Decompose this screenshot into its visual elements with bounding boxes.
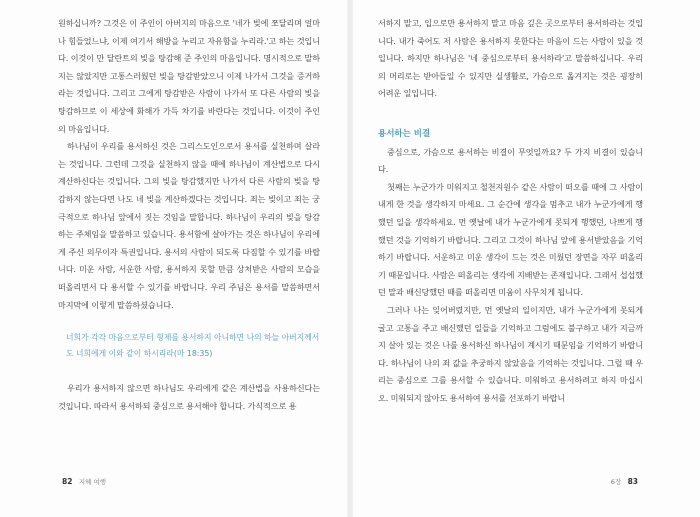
right-paragraph-2: 중심으로, 가슴으로 용서하는 비결이 무엇일까요? 두 가지 비결이 있습니다. — [378, 146, 643, 175]
chapter-label: 6장 — [610, 478, 622, 486]
left-page-number: 82 — [62, 477, 73, 486]
right-page-body — [378, 15, 643, 407]
left-page-body — [58, 15, 320, 415]
right-paragraph-1: 서하지 말고, 입으로만 용서하지 말고 마음 깊은 곳으로부터 용서하라는 것입니다. 내가 죽어도 저 사람은 용서하지 못한다는 마음이 드는 사람이 있을 것입니다. 하지만 하나님은 '네 중심으로부터 용서하라'고 말씀하십니다. 우리의 머리로는 받아들일 수 있지만 실생활로, 가슴으로 옮겨지는 것은 굉장히 어려운 일입니다. — [378, 18, 643, 99]
left-paragraph-3: 우리가 용서하지 않으면 하나님도 우리에게 같은 계산법을 사용하신다는 것입니다. 따라서 용서하되 중심으로 용서해야 합니다. 가식적으로 용 — [58, 383, 320, 411]
right-page-number: 83 — [627, 477, 638, 486]
scripture-quote: 너희가 각각 마음으로부터 형제를 용서하지 아니하면 나의 하늘 아버지께서도 너희에게 이와 같이 하시리라(마 18:35) — [66, 333, 320, 359]
right-page — [350, 0, 700, 517]
right-paragraph-4: 그러나 나는 잊어버렸지만, 먼 옛날의 일이지만, 내가 누군가에게 못되게 굴고 고통을 주고 배신했던 일들을 기억하고 그럼에도 불구하고 내가 지금까지 살아 있는 것은 나를 용서하신 하나님이 계시기 때문임을 기억하기 바랍니다. 하나님이 나의 죄 값을 추궁하지 않았음을 기억하는 것입니다. 그럴 때 우리는 중심으로 그를 용서할 수 있습니다. 미워하고 용서하려고 하지 마십시오. 미워되지 않아도 용서하여 용서를 선포하기 바랍니 — [378, 304, 643, 403]
section-heading: 용서하는 비결 — [378, 128, 431, 139]
left-paragraph-2: 하나님이 우리를 용서하신 것은 그리스도인으로서 용서를 실천하며 살라는 것입니다. 그런데 그것을 실천하지 않을 때에 하나님이 계산법으로 다시 계산하신다는 것입니다. 그의 빚을 탕감했지만 나가서 다른 사람의 빚을 탕감하지 않는다면 나도 네 빚을 계산하겠다는 것입니다. 죄는 빚이고 죄는 궁극적으로 하나님 앞에서 짓는 것임을 말합니다. 하나님이 우리의 빚을 탕감하는 주체임을 말씀하고 있습니다. 용서함에 살아가는 것은 하나님이 우리에게 주신 의무이자 특권입니다. 용서의 사람이 되도록 다짐할 수 있기를 바랍니다. 미운 사람, 서운한 사람, 용서하지 못할 만큼 상처받은 사람의 모습을 떠올리면서 다 용서할 수 있기를 바랍니다. 우리 주님은 용서를 말씀하면서 마지막에 이렇게 말씀하셨습니다. — [58, 141, 320, 310]
book-title: 지혜 여행 — [78, 478, 107, 486]
right-paragraph-3: 첫째는 누군가가 미워지고 철천지원수 같은 사람이 떠오를 때에 그 사람이 내게 한 것을 생각하지 마세요. 그 순간에 생각을 멈추고 내가 누군가에게 행했던 일을 생각하세요. 먼 옛날에 내가 누군가에게 못되게 행했던, 나쁘게 행했던 것을 기억하기 바랍니다. 그리고 그것이 하나님 앞에 용서받았음을 기억하기 바랍니다. 서운하고 미운 생각이 드는 것은 미웠던 장면을 자꾸 떠올리기 때문입니다. 사람은 떠올리는 생각에 지배받는 존재입니다. 그래서 섭섭했던 말과 배신당했던 때를 떠올리면 미움이 사무치게 됩니다. — [378, 181, 643, 298]
right-footer — [611, 477, 642, 486]
left-footer — [58, 477, 106, 486]
left-paragraph-1: 원하십니까? 그것은 이 주인이 아버지의 마음으로 '네가 빚에 쪼달리며 얼마나 힘들었느냐, 이제 여기서 해방을 누리고 자유함을 누리라.'고 하는 것입니다. 이것이 만 달란트의 빚을 탕감해 준 주인의 마음입니다. 명시적으로 말하지는 않았지만 고통스러웠던 빚을 탕감받았으니 이제 나가서 그것을 증거하라는 것입니다. 그리고 그에게 탕감받은 사람이 나가서 또 다른 사람의 빚을 탕감하므로 이 세상에 화해가 가득 차기를 바란다는 것입니다. 이것이 주인의 마음입니다. — [58, 18, 320, 134]
